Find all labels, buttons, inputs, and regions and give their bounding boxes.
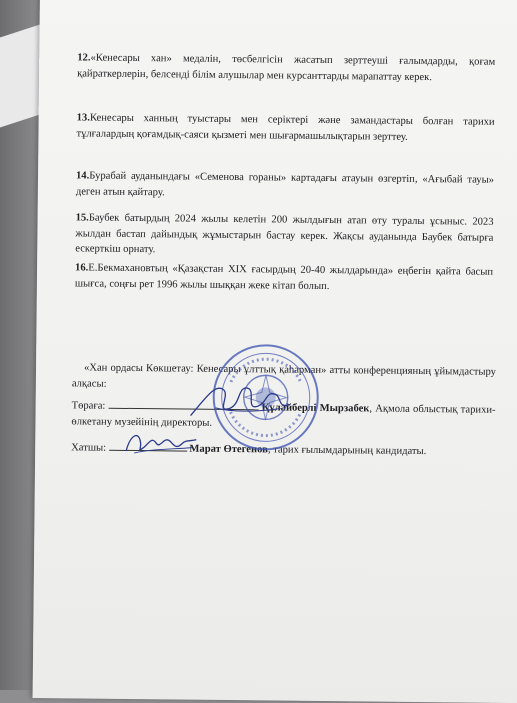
chair-line: Төраға: Құлайберлі Мырзабек, Ақмола облыстық тарихи-өлкетану музейінің директоры. (71, 400, 496, 429)
secretary-line: Хатшы: Марат Өтегенов, тарих ғылымдарының кандидаты. (71, 442, 427, 458)
committee-line: «Хан ордасы Көкшетау: Кенесары ұлттық қаһарман» атты конференцияның ұйымдастыру алқасы: (71, 362, 497, 390)
secretary-name: Марат Өтегенов (189, 443, 268, 456)
official-stamp-icon (210, 342, 321, 453)
secretary-signature-line (109, 450, 187, 452)
list-item-16: 16.Е.Бекмахановтың «Қазақстан XIX ғасырдың 20-40 жылдарында» еңбегін қайта басып шығса, соңғы рет 1996 жылы шыққан жеке кітап болып. (74, 262, 494, 292)
document-page (33, 0, 517, 703)
list-item-15: 15.Баубек батырдың 2024 жылы келетін 200 жылдығын атап өту туралы ұсыныс. 2023 жылдан бастап дайындық жұмыстарын бастау керек. Жақсы ауданында Баубек батырға ескерткіш орнату. (75, 212, 494, 256)
list-item-14: 14.Бурабай ауданындағы «Семенова гораны» картадағы атауын өзгертіп, «Ағыбай тауы» деген атын қайтару. (75, 170, 495, 198)
chair-name: Құлайберлі Мырзабек (261, 402, 370, 415)
list-item-12: 12.«Кенесары хан» медалін, төсбелгісін жасатып зерттеуші ғалымдарды, қоғам қайраткерлерін, белсенді білім алушылар мен курсанттарды марапаттау керек. (77, 52, 496, 83)
list-item-13: 13.Кенесары ханның туыстары мен серіктері және замандастары болған тарихи тұлғалардың қоғамдық-саяси қызметі мен шығармашылықтарын зерттеу. (76, 112, 495, 143)
chair-signature-line (109, 408, 259, 411)
